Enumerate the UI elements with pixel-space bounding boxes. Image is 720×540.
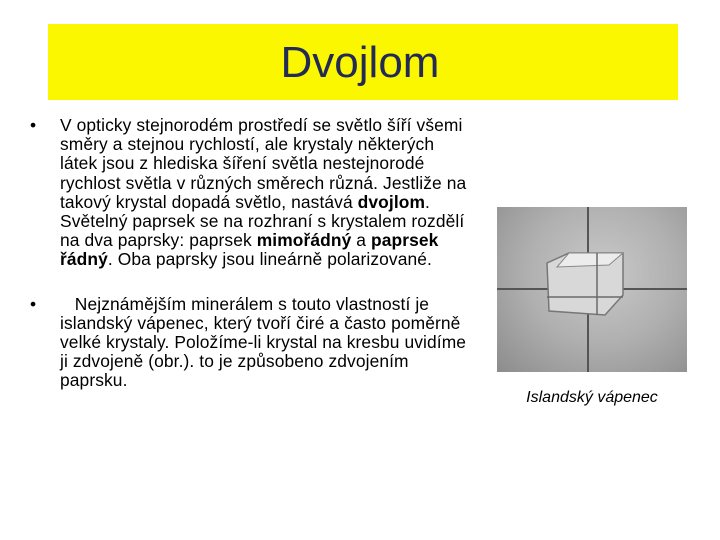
bullet-list [30,116,470,391]
bold-term: paprsek řádný [60,230,439,270]
bullet-item [30,295,470,391]
bullet-text [60,294,471,391]
slide-title: Dvojlom [280,38,440,87]
bullet-text [60,115,466,269]
text-run: a [351,230,371,251]
bullet-item [30,116,470,270]
bold-term: mimořádný [256,230,352,251]
text-run: . Světelný paprsek se na rozhraní s krystalem rozdělí na dva paprsky: paprsek [60,191,465,251]
bold-term: dvojlom [357,191,426,212]
text-run: V opticky stejnorodém prostředí se světlo šíří všemi směry a stejnou rychlostí, ale krystaly některých látek jsou z hlediska šíření světla nestejnorodé rychlost světla v různých směrech různá. Jestliže na takový krystal dopadá světlo, nastává [60,115,467,212]
image-caption: Islandský vápenec [526,389,658,406]
text-run: Nejznámějším minerálem s touto vlastností je islandský vápenec, který tvoří čiré a často poměrně velké krystaly. Položíme-li krystal na kresbu uvidíme ji zdvojeně (obr.). to je způsobeno zdvojením paprsku. [60,293,471,391]
calcite-crystal-image [497,207,687,372]
bullet-marker: • [30,115,37,135]
bullet-marker: • [30,293,37,314]
text-run: . Oba paprsky jsou lineárně polarizované. [107,249,432,270]
